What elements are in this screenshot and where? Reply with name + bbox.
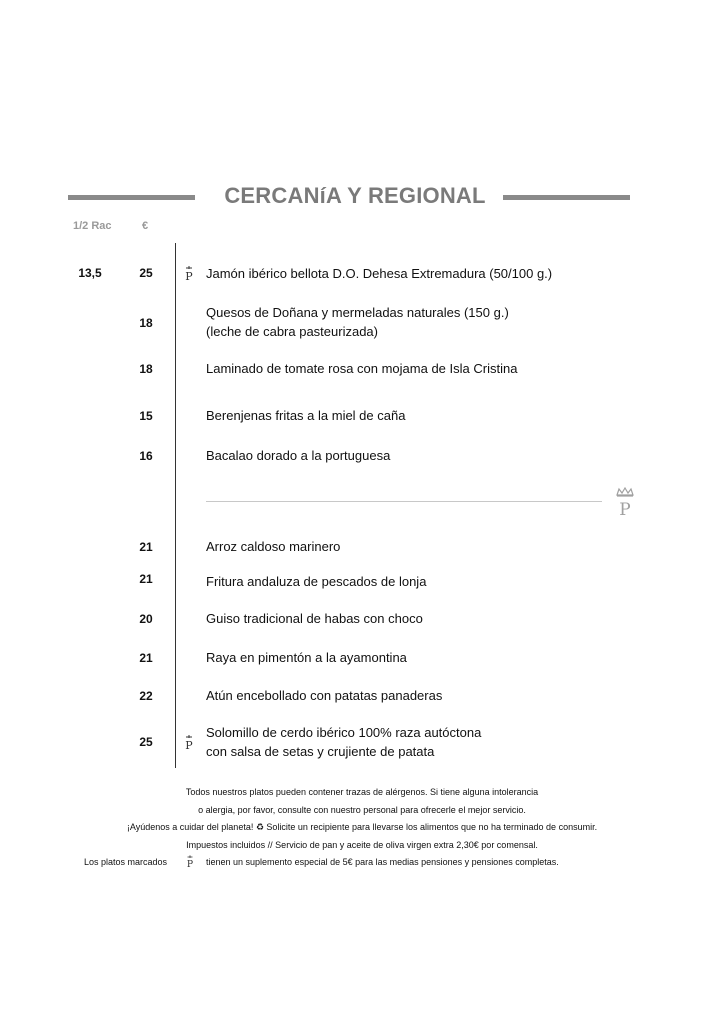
column-header-price: € (142, 220, 149, 232)
dish-name: Laminado de tomate rosa con mojama de Isla Cristina (206, 361, 518, 376)
dish-name: Guiso tradicional de habas con choco (206, 611, 423, 626)
full-portion-price: 22 (139, 689, 153, 703)
column-divider (175, 243, 176, 768)
footer-supplement-note: tienen un suplemento especial de 5€ para las medias pensiones y pensiones completas. (206, 857, 559, 867)
dish-name: Berenjenas fritas a la miel de caña (206, 408, 406, 423)
svg-text:P: P (185, 739, 193, 751)
svg-text:P: P (185, 270, 193, 282)
full-portion-price: 18 (139, 316, 153, 330)
footer-marked-dishes-label: Los platos marcados (84, 857, 168, 867)
section-separator (206, 501, 602, 502)
full-portion-price: 25 (139, 266, 153, 280)
full-portion-price: 21 (139, 651, 153, 665)
full-portion-price: 20 (139, 612, 153, 626)
parador-p-icon (183, 266, 195, 282)
title-bar-left (68, 195, 195, 200)
full-portion-price: 16 (139, 449, 153, 463)
dish-name: Arroz caldoso marinero (206, 539, 341, 554)
dish-name: Quesos de Doñana y mermeladas naturales (150 g.) (206, 305, 509, 320)
half-portion-price: 13,5 (78, 266, 102, 280)
section-title: CERCANíA Y REGIONAL (224, 183, 486, 208)
full-portion-price: 21 (139, 572, 153, 586)
dish-name: Atún encebollado con patatas panaderas (206, 688, 443, 703)
full-portion-price: 18 (139, 362, 153, 376)
dish-note: (leche de cabra pasteurizada) (206, 324, 378, 339)
full-portion-price: 21 (139, 540, 153, 554)
dish-name: Solomillo de cerdo ibérico 100% raza autóctona (206, 725, 482, 740)
footer-taxes-note: Impuestos incluidos // Servicio de pan y aceite de oliva virgen extra 2,30€ por comensal. (186, 840, 538, 850)
column-header-half-portion: 1/2 Rac (73, 220, 112, 232)
footer-planet-note: ¡Ayúdenos a cuidar del planeta! ♻ Solicite un recipiente para llevarse los alimentos que no ha terminado de consumir. (126, 822, 598, 832)
svg-text:P: P (619, 500, 631, 518)
dish-name: Raya en pimentón a la ayamontina (206, 650, 407, 665)
svg-text:P: P (186, 859, 194, 869)
parador-p-icon (185, 855, 195, 869)
parador-p-icon (183, 735, 195, 751)
dish-name: Bacalao dorado a la portuguesa (206, 448, 391, 463)
full-portion-price: 15 (139, 409, 153, 423)
parador-crown-logo-icon (612, 486, 638, 518)
footer-allergen-note: Todos nuestros platos pueden contener trazas de alérgenos. Si tiene alguna intolerancia (185, 787, 539, 797)
dish-note: con salsa de setas y crujiente de patata (206, 744, 435, 759)
footer-allergen-note-2: o alergia, por favor, consulte con nuestro personal para ofrecerle el mejor servicio. (198, 805, 526, 815)
title-bar-right (503, 195, 630, 200)
full-portion-price: 25 (139, 735, 153, 749)
dish-name: Jamón ibérico bellota D.O. Dehesa Extremadura (50/100 g.) (206, 266, 553, 281)
dish-name: Fritura andaluza de pescados de lonja (206, 574, 427, 589)
